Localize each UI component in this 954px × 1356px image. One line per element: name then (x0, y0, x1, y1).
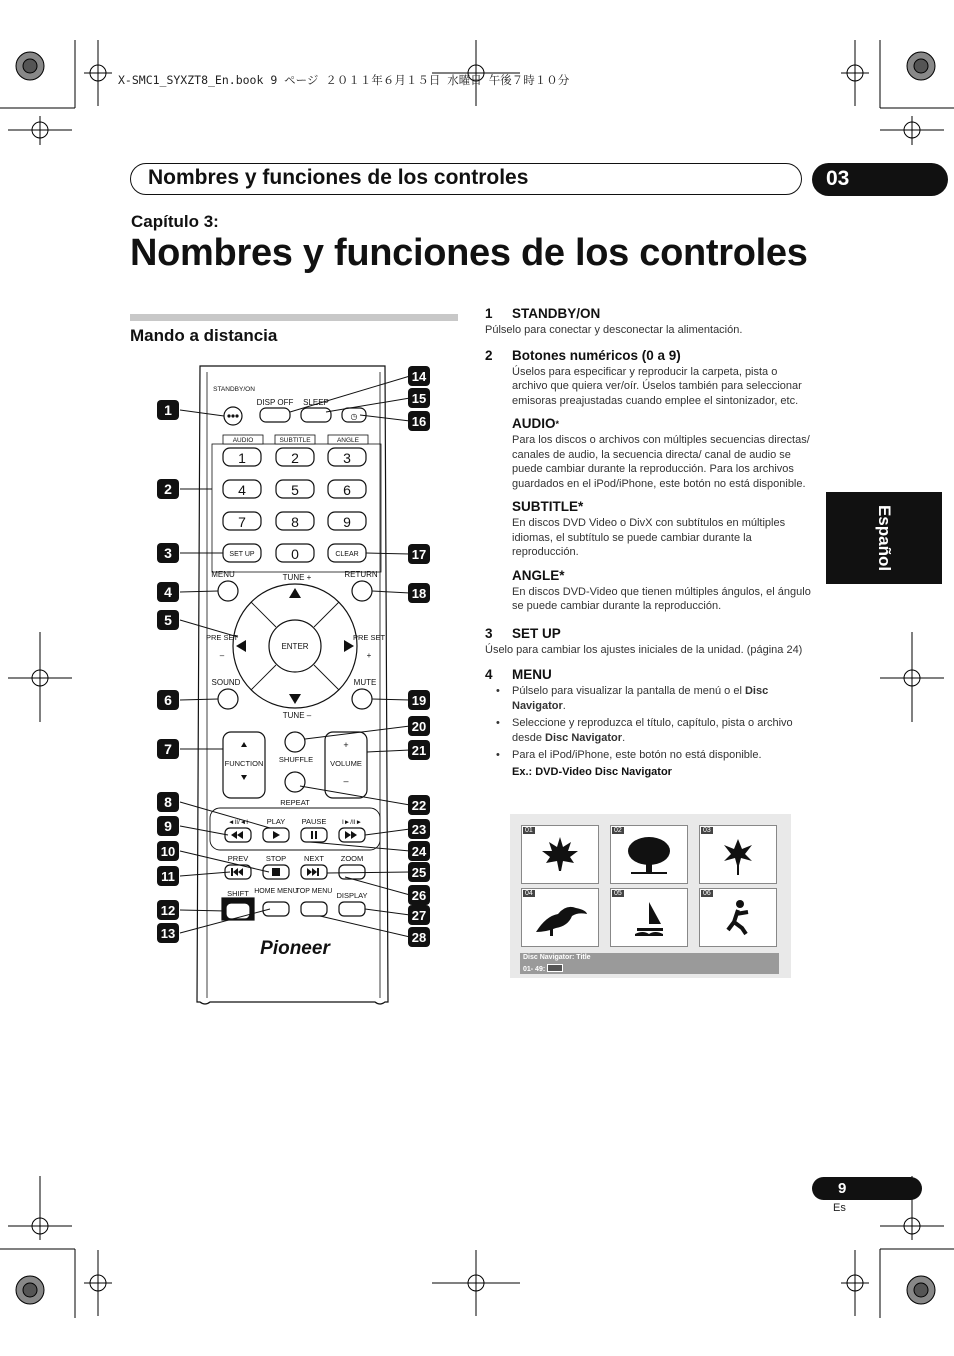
nav-bar-range-text: 01- 49: (523, 966, 546, 973)
label-play: PLAY (266, 817, 286, 826)
thumb-06 (699, 888, 777, 947)
thumb-03-number: 03 (703, 827, 711, 834)
callout-2: 2 (164, 481, 172, 497)
disc-navigator-screen (510, 814, 791, 978)
callout-5: 5 (164, 612, 172, 628)
label-stop: STOP (265, 854, 287, 863)
entry-3-heading (485, 626, 815, 641)
top-menu-button (301, 902, 327, 916)
callout-12: 12 (160, 903, 176, 918)
label-setup: SET UP (229, 551, 255, 558)
entry-2-number: 2 (485, 347, 493, 363)
label-step-fwd: I►/II► (341, 819, 363, 826)
shuffle-button (285, 732, 305, 752)
callout-19: 19 (411, 693, 427, 708)
chapter-number-badge: 03 (812, 163, 948, 196)
label-angle: ANGLE (336, 437, 360, 444)
play-icon (273, 831, 280, 839)
thumb-04 (521, 888, 599, 947)
audio-title: AUDIO (512, 416, 556, 431)
callout-20: 20 (411, 719, 427, 734)
label-prev: PREV (227, 854, 249, 863)
entry-3-number: 3 (485, 625, 493, 641)
entry-4-heading (485, 667, 815, 682)
sleep-button (301, 408, 331, 422)
windsurf-icon (629, 898, 669, 938)
label-preset-plus: + (366, 651, 372, 660)
label-step-back: ◄II/◄I (227, 819, 249, 826)
callout-21: 21 (411, 743, 427, 758)
page-language: Es (833, 1202, 846, 1214)
callout-28: 28 (411, 930, 427, 945)
thumb-01 (521, 825, 599, 884)
label-home-menu: HOME MENU (254, 888, 298, 895)
entry-4-bullet-3 (485, 748, 815, 763)
bullet-2-bold: Disc Navigator (545, 731, 623, 744)
thumb-01-number: 01 (525, 827, 533, 834)
digit-2: 2 (291, 450, 299, 466)
entry-4-bullets (485, 684, 815, 763)
label-function: FUNCTION (224, 759, 264, 768)
label-vol-minus: – (343, 776, 349, 786)
callout-17: 17 (411, 547, 427, 562)
label-sound: SOUND (211, 678, 241, 687)
nav-bar-title: Disc Navigator: Title (523, 954, 591, 961)
thumb-03 (699, 825, 777, 884)
entry-2-text: Úselos para especificar y reproducir la carpeta, pista o archivo que quiera ver/oír. Úselos también para seleccionar emisoras preajustadas cuando emplee el sintonizador, etc. (512, 365, 802, 407)
callout-13: 13 (160, 926, 176, 941)
bullet-2-end: . (622, 731, 626, 744)
digit-7: 7 (238, 514, 246, 530)
entry-3-text: Úselo para cambiar los ajustes iniciales de la unidad. (página 24) (485, 643, 803, 656)
entry-4-bullet-2 (485, 716, 815, 745)
callout-10: 10 (160, 844, 176, 859)
angle-heading: ANGLE* (512, 567, 565, 583)
label-pause: PAUSE (301, 817, 327, 826)
label-repeat: REPEAT (280, 798, 310, 807)
digit-4: 4 (238, 482, 246, 498)
callout-22: 22 (411, 798, 427, 813)
callout-15: 15 (411, 391, 427, 406)
digit-5: 5 (291, 482, 299, 498)
label-audio: AUDIO (232, 437, 254, 444)
entry-4-number: 4 (485, 667, 493, 682)
display-button (339, 902, 365, 916)
pause-button (301, 828, 327, 842)
digit-6: 6 (343, 482, 351, 498)
page-number-badge: 9 (812, 1177, 922, 1200)
angle-text: En discos DVD-Video que tienen múltiples ángulos, el ángulo se puede cambiar durante la reproducción. (512, 585, 811, 612)
label-preset-right: PRE SET (352, 633, 386, 642)
page-title: Nombres y funciones de los controles (130, 232, 808, 274)
label-shift: SHIFT (227, 889, 249, 898)
entry-1-text: Púlselo para conectar y desconectar la alimentación. (485, 324, 743, 336)
label-subtitle: SUBTITLE (279, 437, 311, 444)
shift-button (226, 903, 250, 919)
label-zoom: ZOOM (340, 854, 364, 863)
remote-control-illustration (130, 362, 440, 1012)
label-display: DISPLAY (336, 891, 368, 900)
label-vol-plus: + (343, 740, 349, 750)
clock-icon: ◷ (350, 412, 358, 421)
bullet-1-bold: Disc Navigator (512, 685, 769, 712)
repeat-button (285, 772, 305, 792)
callout-6: 6 (164, 692, 172, 708)
label-preset-left: PRE SET (205, 633, 239, 642)
label-sleep: SLEEP (303, 398, 329, 407)
callout-1: 1 (164, 402, 172, 418)
audio-text: Para los discos o archivos con múltiples secuencias directas/ canales de audio, la secuencia directa/ canal de audio se puede cambiar durante la reproducción. Para los archivos guardados en el iPod/iPhone, este botón no está disponible. (512, 434, 810, 490)
section-rule (130, 314, 458, 321)
label-menu: MENU (211, 570, 235, 579)
callout-27: 27 (411, 908, 427, 923)
zoom-button (339, 865, 365, 879)
callout-23: 23 (411, 822, 427, 837)
label-tune-minus: TUNE – (282, 711, 312, 720)
digit-0: 0 (291, 546, 299, 562)
label-volume: VOLUME (330, 759, 362, 768)
label-standby: STANDBY/ON (213, 386, 255, 393)
callout-25: 25 (411, 865, 427, 880)
label-mute: MUTE (353, 678, 377, 687)
callout-4: 4 (164, 584, 172, 600)
entry-4-title: MENU (512, 667, 552, 682)
callout-26: 26 (411, 888, 427, 903)
header-title: Nombres y funciones de los controles (148, 166, 529, 189)
arrow-down-icon (289, 694, 301, 704)
bullet-1-text: Púlselo para visualizar la pantalla de menú o el (512, 685, 745, 697)
callout-24: 24 (411, 844, 427, 859)
bullet-3-text: Para el iPod/iPhone, este botón no está disponible. (512, 749, 762, 761)
callout-14: 14 (411, 369, 427, 384)
section-title: Mando a distancia (130, 326, 278, 345)
nav-bar-range (523, 964, 563, 973)
label-tune-plus: TUNE + (282, 573, 312, 582)
label-return: RETURN (344, 570, 378, 579)
thumb-05-number: 05 (614, 890, 622, 897)
audio-heading (512, 416, 815, 431)
thumb-02 (610, 825, 688, 884)
thumb-04-number: 04 (525, 890, 533, 897)
arrow-up-icon (289, 588, 301, 598)
digit-3: 3 (343, 450, 351, 466)
return-button (352, 581, 372, 601)
entry-4-bullet-1 (485, 684, 815, 713)
label-shuffle: SHUFFLE (278, 755, 314, 764)
entry-3-title: SET UP (512, 625, 561, 641)
subtitle-text: En discos DVD Video o DivX con subtítulos en múltiples idiomas, el subtítulo se puede cambiar durante la reproducción. (512, 517, 786, 558)
disc-navigator-status-bar (520, 953, 779, 974)
bullet-2-text: Seleccione y reproduzca el título, capítulo, pista o archivo desde (512, 717, 793, 744)
pioneer-logo: Pioneer (260, 938, 330, 959)
label-disp-off: DISP OFF (256, 398, 294, 407)
audio-star: * (555, 419, 560, 429)
entry-1-heading (485, 306, 815, 321)
print-line: X-SMC1_SYXZT8_En.book 9 ページ ２０１１年６月１５日 水曜日 午後７時１０分 (118, 73, 570, 87)
digit-8: 8 (291, 514, 299, 530)
callout-8: 8 (164, 794, 172, 810)
language-side-tab (826, 492, 942, 584)
skater-icon (718, 898, 758, 938)
label-next: NEXT (303, 854, 325, 863)
callout-18: 18 (411, 586, 427, 601)
label-preset-minus: – (219, 651, 225, 660)
subtitle-heading: SUBTITLE* (512, 499, 584, 514)
callout-7: 7 (164, 741, 172, 757)
thumb-02-number: 02 (614, 827, 622, 834)
stop-icon (272, 868, 280, 876)
lily-icon (718, 835, 758, 875)
label-top-menu: TOP MENU (295, 888, 333, 895)
maple-leaf-icon (540, 835, 580, 875)
toucan-icon (532, 898, 588, 938)
entry-2-heading (485, 348, 815, 363)
entry-1-title: STANDBY/ON (512, 306, 601, 321)
entry-1-number: 1 (485, 306, 493, 321)
home-menu-button (263, 902, 289, 916)
mute-button (352, 689, 372, 709)
label-clear: CLEAR (335, 551, 359, 558)
entry-2-title: Botones numéricos (0 a 9) (512, 347, 681, 363)
label-enter: ENTER (281, 642, 309, 651)
menu-button (218, 581, 238, 601)
callout-16: 16 (411, 414, 427, 429)
callout-3: 3 (164, 545, 172, 561)
tree-icon (627, 835, 671, 875)
callout-11: 11 (161, 869, 175, 884)
chapter-label: Capítulo 3: (131, 212, 219, 231)
thumb-06-number: 06 (703, 890, 711, 897)
digit-1: 1 (238, 450, 246, 466)
callout-9: 9 (164, 818, 172, 834)
bullet-1-end: . (562, 699, 566, 712)
disp-off-button (260, 408, 290, 422)
example-label: Ex.: DVD-Video Disc Navigator (512, 765, 672, 778)
sound-button (218, 689, 238, 709)
digit-9: 9 (343, 514, 351, 530)
side-tab-label: Español (875, 504, 894, 572)
description-column (485, 306, 815, 778)
thumb-05 (610, 888, 688, 947)
